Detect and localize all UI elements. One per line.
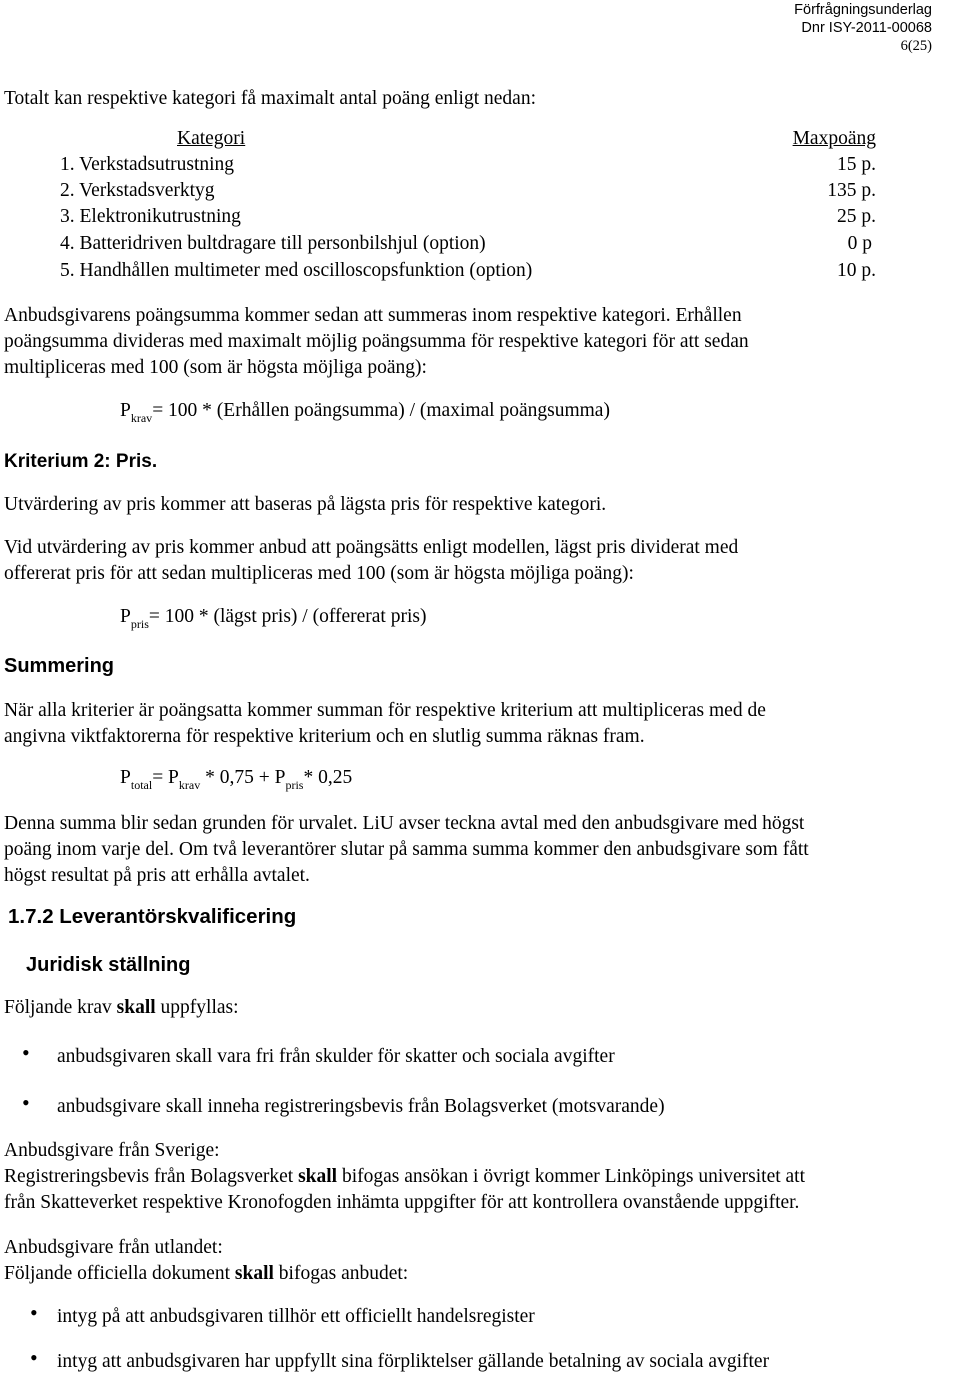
bullet-icon: •	[30, 1345, 38, 1370]
formula-expression: * 0,25	[303, 767, 353, 788]
intro-text: Totalt kan respektive kategori få maximalt antal poäng enligt nedan:	[4, 88, 536, 109]
list-item: anbudsgivaren skall vara fri från skulder för skatter och sociala avgifter	[57, 1046, 615, 1067]
formula-expression: = P	[152, 767, 179, 788]
formula-krav	[120, 400, 610, 425]
list-item: intyg att anbudsgivaren har uppfyllt sina förpliktelser gällande betalning av sociala avgifter	[57, 1351, 770, 1372]
table-row-max: 15 p.	[837, 154, 876, 175]
header-doc-type: Förfrågningsunderlag	[794, 2, 932, 18]
formula-subscript: pris	[130, 617, 149, 631]
utlandet-bold: skall	[234, 1263, 274, 1284]
page-number: 6(25)	[900, 38, 932, 54]
formula-expression: * 0,75 + P	[200, 767, 286, 788]
formula-symbol: P	[120, 606, 131, 627]
formula-subscript: krav	[178, 778, 201, 792]
krav-intro	[4, 995, 239, 1021]
sverige-text: Registreringsbevis från Bolagsverket	[4, 1166, 299, 1187]
header-dnr: Dnr ISY-2011-00068	[801, 20, 932, 36]
paragraph-line: angivna viktfaktorerna för respektive kriterium och en slutlig summa räknas fram.	[4, 726, 645, 747]
paragraph-line: högst resultat på pris att erhålla avtalet.	[4, 865, 310, 886]
bullet-icon: •	[22, 1090, 30, 1115]
paragraph-line	[4, 1261, 408, 1287]
table-row-max: 0 p	[847, 233, 872, 254]
kriterium-2-heading: Kriterium 2: Pris.	[4, 451, 158, 472]
paragraph-line: När alla kriterier är poängsatta kommer summan för respektive kriterium att multipliceras med de	[4, 700, 766, 721]
table-row-max: 135 p.	[827, 180, 876, 201]
paragraph-line	[4, 1164, 805, 1190]
table-row-category: 4. Batteridriven bultdragare till personbilshjul (option)	[60, 233, 486, 254]
paragraph-line: Vid utvärdering av pris kommer anbud att poängsätts enligt modellen, lägst pris dividerat med	[4, 537, 739, 558]
utlandet-text: bifogas anbudet:	[273, 1263, 409, 1284]
utlandet-heading: Anbudsgivare från utlandet:	[4, 1237, 223, 1258]
paragraph-line: från Skatteverket respektive Kronofogden inhämta uppgifter för att kontrollera ovanstående uppgifter.	[4, 1192, 800, 1213]
table-row-category: 5. Handhållen multimeter med oscilloscopsfunktion (option)	[60, 260, 533, 281]
table-row-category: 2. Verkstadsverktyg	[60, 180, 215, 201]
formula-subscript: krav	[130, 411, 153, 425]
table-row-category: 3. Elektronikutrustning	[60, 206, 241, 227]
summering-heading: Summering	[4, 655, 115, 677]
formula-subscript: total	[130, 778, 153, 792]
formula-expression: = 100 * (lägst pris) / (offererat pris)	[148, 606, 427, 627]
paragraph-line: multipliceras med 100 (som är högsta möjliga poäng):	[4, 357, 427, 378]
formula-subscript: pris	[285, 778, 304, 792]
list-item: intyg på att anbudsgivaren tillhör ett officiellt handelsregister	[57, 1306, 535, 1327]
sub-heading: Juridisk ställning	[26, 954, 191, 976]
sverige-heading: Anbudsgivare från Sverige:	[4, 1140, 220, 1161]
table-row-category: 1. Verkstadsutrustning	[60, 154, 235, 175]
utlandet-text: Följande officiella dokument	[4, 1263, 235, 1284]
paragraph-line: poängsumma divideras med maximalt möjlig poängsumma för respektive kategori för att sedan	[4, 331, 749, 352]
bullet-icon: •	[30, 1300, 38, 1325]
sverige-bold: skall	[298, 1166, 338, 1187]
paragraph-line: Utvärdering av pris kommer att baseras på lägsta pris för respektive kategori.	[4, 494, 607, 515]
paragraph-line: Denna summa blir sedan grunden för urvalet. LiU avser teckna avtal med den anbudsgivare med högst	[4, 813, 805, 834]
formula-expression: = 100 * (Erhållen poängsumma) / (maximal poängsumma)	[152, 400, 610, 421]
formula-symbol: P	[120, 767, 131, 788]
paragraph-line: poäng inom varje del. Om två leverantörer slutar på samma summa kommer den anbudsgivare som fått	[4, 839, 809, 860]
section-heading: 1.7.2 Leverantörskvalificering	[8, 905, 297, 928]
formula-symbol: P	[120, 400, 131, 421]
bullet-icon: •	[22, 1040, 30, 1065]
formula-pris	[120, 606, 427, 631]
paragraph-line: Anbudsgivarens poängsumma kommer sedan att summeras inom respektive kategori. Erhållen	[4, 305, 742, 326]
sverige-text: bifogas ansökan i övrigt kommer Linköpings universitet att	[337, 1166, 806, 1187]
col-header-max: Maxpoäng	[792, 128, 876, 149]
col-header-category: Kategori	[177, 128, 246, 149]
krav-intro-bold: skall	[116, 997, 156, 1018]
formula-total	[120, 767, 353, 792]
list-item: anbudsgivare skall inneha registreringsbevis från Bolagsverket (motsvarande)	[57, 1096, 665, 1117]
paragraph-line: offererat pris för att sedan multipliceras med 100 (som är högsta möjliga poäng):	[4, 563, 634, 584]
table-row-max: 25 p.	[837, 206, 876, 227]
krav-intro-text: uppfyllas:	[155, 997, 239, 1018]
table-row-max: 10 p.	[837, 260, 876, 281]
krav-intro-text: Följande krav	[4, 997, 117, 1018]
